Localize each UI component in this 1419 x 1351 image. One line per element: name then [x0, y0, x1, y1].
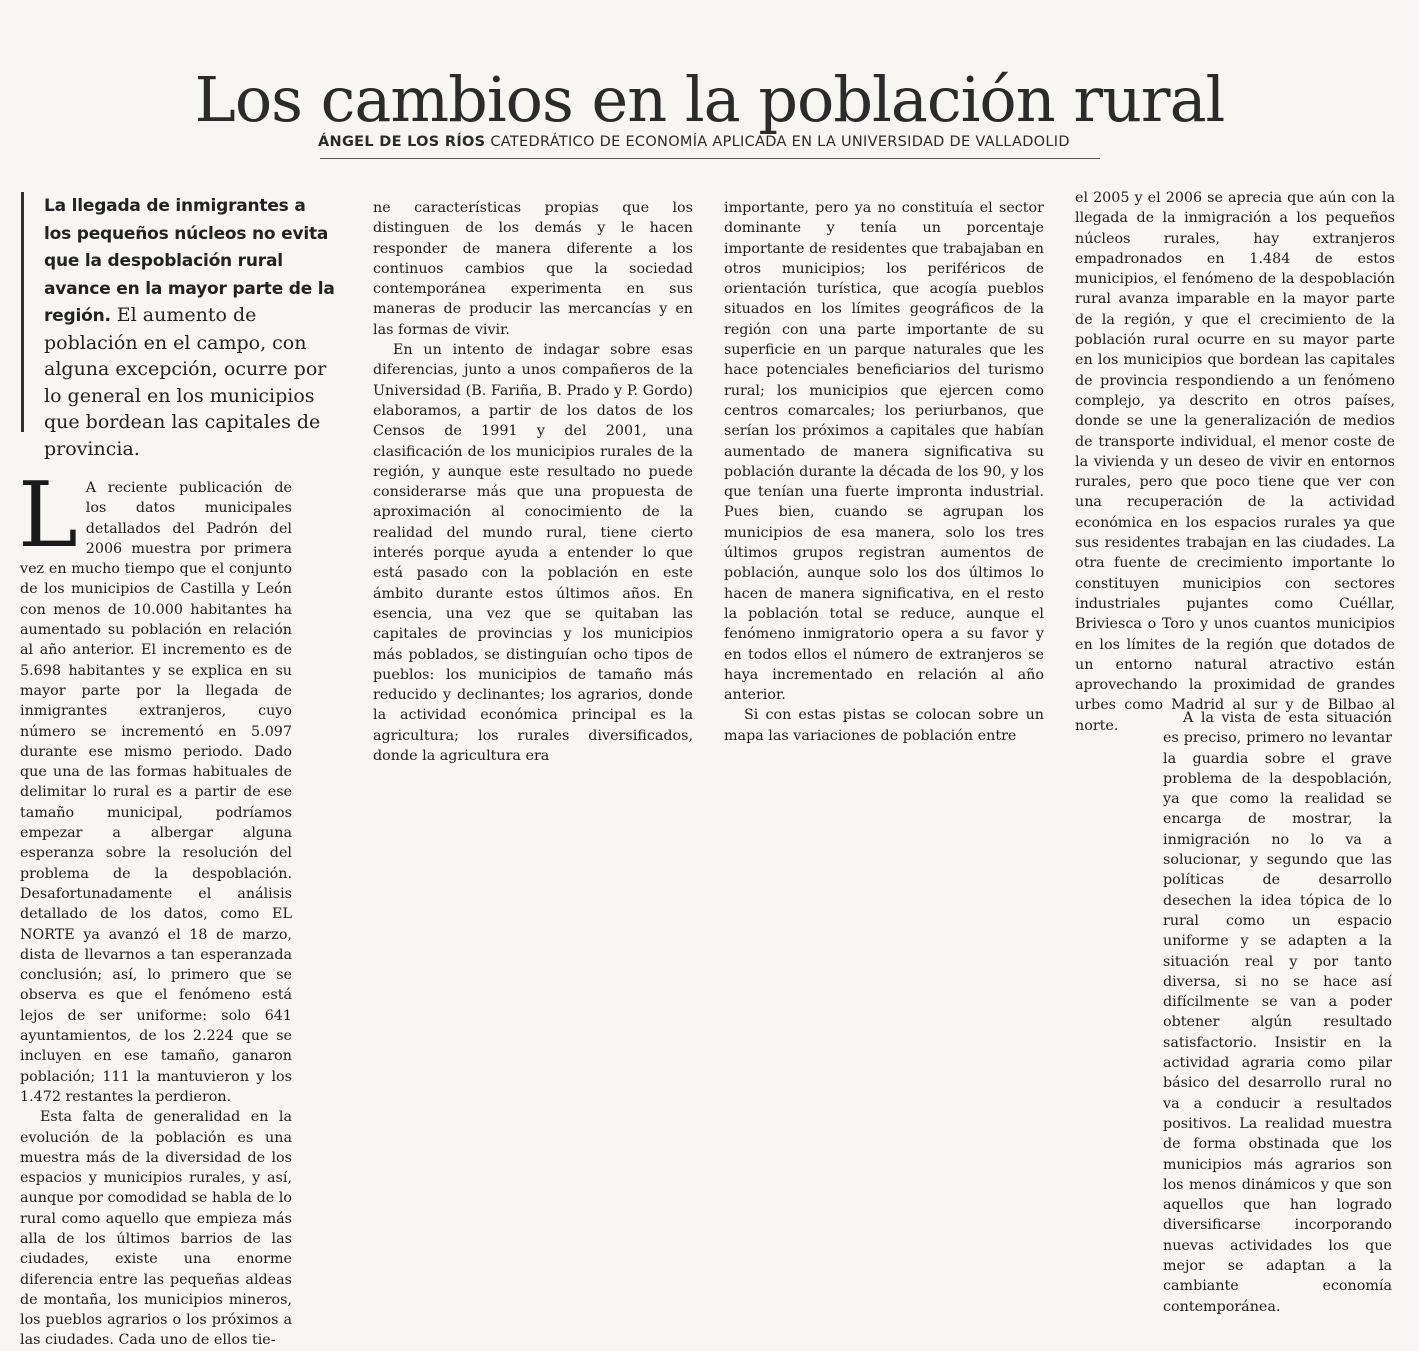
paragraph-4: Si con estas pistas se colocan sobre un mapa las variaciones de población entre: [724, 707, 1044, 744]
paragraph-1: [18, 463, 292, 1107]
lead-paragraph: [44, 192, 336, 462]
byline-rule: [320, 158, 1100, 159]
paragraph-1-text: A reciente publicación de los datos municipales detallados del Padrón del 2006 muestra por primera vez en mucho tiempo que el conjunto de los municipios de Castilla y León con menos de 10.000 habitantes ha aumentado su población en relación al año anterior. El incremento es de 5.698 habitantes y se explica en su mayor parte por la llegada de inmigrantes extranjeros, cuyo número se incrementó en 5.097 durante ese mismo periodo. Dado que una de las formas habituales de delimitar lo rural es a partir de ese tamaño municipal, podríamos empezar a albergar alguna esperanza sobre la resolución del problema de la despoblación. Desafortunadamente el análisis detallado de los datos, como EL NORTE ya avanzó el 18 de marzo, dista de llevarnos a tan esperanzada conclusión; así, lo primero que se observa es que el fenómeno está lejos de ser uniforme: solo 641 ayuntamientos, de los 2.224 que se incluyen en ese tamaño, ganaron población; 111 la mantuvieron y los 1.472 restantes la perdieron.: [20, 480, 292, 1105]
headline: Los cambios en la población rural: [194, 62, 1225, 136]
lead-bar: [21, 192, 24, 432]
column-4: [1075, 188, 1395, 736]
drop-cap: L: [18, 463, 78, 568]
column-2: [373, 198, 693, 766]
byline-author: ÁNGEL DE LOS RÍOS: [318, 134, 486, 150]
paragraph-4-continued: el 2005 y el 2006 se aprecia que aún con la llegada de la inmigración a los pequeños núcleos rurales, hay extranjeros empadronados en 1.484 de estos municipios, el fenómeno de la despoblación rural avanza imparable en la mayor parte de la región, y que el crecimiento de la población rural ocurre en su mayor parte en los municipios que bordean las capitales de provincia respondiendo a un fenómeno complejo, ya descrito en otros países, donde se une la generalización de medios de transporte individual, el menor coste de la vivienda y un deseo de vivir en entornos rurales, pero que poco tiene que ver con una recuperación de la actividad económica en los espacios rurales ya que sus residentes trabajan en las ciudades. La otra fuente de crecimiento importante lo constituyen municipios con sectores industriales pujantes como Cuéllar, Briviesca o Toro y unos cuantos municipios en los límites de la región que dotados de un entorno natural atractivo están aprovechando la proximidad de grandes urbes como Madrid al sur y de Bilbao al norte.: [1075, 190, 1395, 734]
byline: [318, 132, 1070, 152]
column-1: [18, 463, 292, 1351]
column-4-bottom: [1163, 708, 1392, 1317]
paragraph-3-continued: importante, pero ya no constituía el sector dominante y tenía un porcentaje importante de residentes que trabajaban en otros municipios; los periféricos de orientación turística, que acogía pueblos situados en los límites geográficos de la región con una parte importante de su superficie en un parque naturales que les hace potenciales beneficiarios del turismo rural; los municipios que ejercen como centros comarcales; los periurbanos, que serían los próximos a capitales que habían aumentado de manera significativa su población durante la década de los 90, y los que tenían una fuerte impronta industrial. Pues bien, cuando se agrupan los municipios de esa manera, solo los tres últimos grupos registran aumentos de población, aunque solo los dos últimos lo hacen de manera significativa, en el resto la población total se reduce, aunque el fenómeno inmigratorio opera a su favor y en todos ellos el número de extranjeros se haya incrementado en relación al año anterior.: [724, 200, 1044, 704]
byline-role: CATEDRÁTICO DE ECONOMÍA APLICADA EN LA UNIVERSIDAD DE VALLADOLID: [490, 134, 1070, 150]
paragraph-2-continued: ne características propias que los distinguen de los demás y le hacen responder de manera diferente a los continuos cambios que la sociedad contemporánea experimenta en sus maneras de producir las mercancías y en las formas de vivir.: [373, 200, 693, 338]
paragraph-2: Esta falta de generalidad en la evolución de la población es una muestra más de la diversidad de los espacios y municipios rurales, y así, aunque por comodidad se habla de lo rural como aquello que empieza más alla de los últimos barrios de las ciudades, existe una enorme diferencia entre las pequeñas aldeas de montaña, los municipios mineros, los pueblos agrarios o los próximos a las ciudades. Cada uno de ellos tie-: [20, 1109, 292, 1349]
column-3: [724, 198, 1044, 746]
lead-rest: El aumento de población en el campo, con alguna excepción, ocurre por lo general en los municipios que bordean las capitales de provincia.: [44, 304, 327, 460]
paragraph-3: En un intento de indagar sobre esas diferencias, junto a unos compañeros de la Universidad (B. Fariña, B. Prado y P. Gordo) elaboramos, a partir de los datos de los Censos de 1991 y del 2001, una clasificación de los municipios rurales de la región, y aunque este resultado no puede considerarse más que una propuesta de aproximación al conocimiento de la realidad del mundo rural, tiene cierto interés porque ayuda a entender lo que está pasado con la población en este ámbito durante estos últimos años. En esencia, una vez que se quitaban las capitales de provincias y los municipios más poblados, se distinguían ocho tipos de pueblos: los municipios de tamaño más reducido y declinantes; los agrarios, donde la actividad económica principal es la agricultura; los rurales diversificados, donde la agricultura era: [373, 342, 693, 765]
lead-strong: La llegada de inmigrantes a los pequeños núcleos no evita que la despoblación rural avance en la mayor parte de la región.: [44, 196, 335, 326]
paragraph-5: A la vista de esta situación es preciso, primero no levantar la guardia sobre el grave problema de la despoblación, ya que como la realidad se encarga de mostrar, la inmigración no lo va a solucionar, y segundo que las políticas de desarrollo desechen la idea tópica de lo rural como un espacio uniforme y se adapten a la situación real y por tanto diversa, si no se hace así difícilmente se van a poder obtener algún resultado satisfactorio. Insistir en la actividad agraria como pilar básico del desarrollo rural no va a conducir a resultados positivos. La realidad muestra de forma obstinada que los municipios más agrarios son los menos dinámicos y que son aquellos que han logrado diversificarse incorporando nuevas actividades los que mejor se adaptan a la cambiante economía contemporánea.: [1163, 710, 1392, 1315]
